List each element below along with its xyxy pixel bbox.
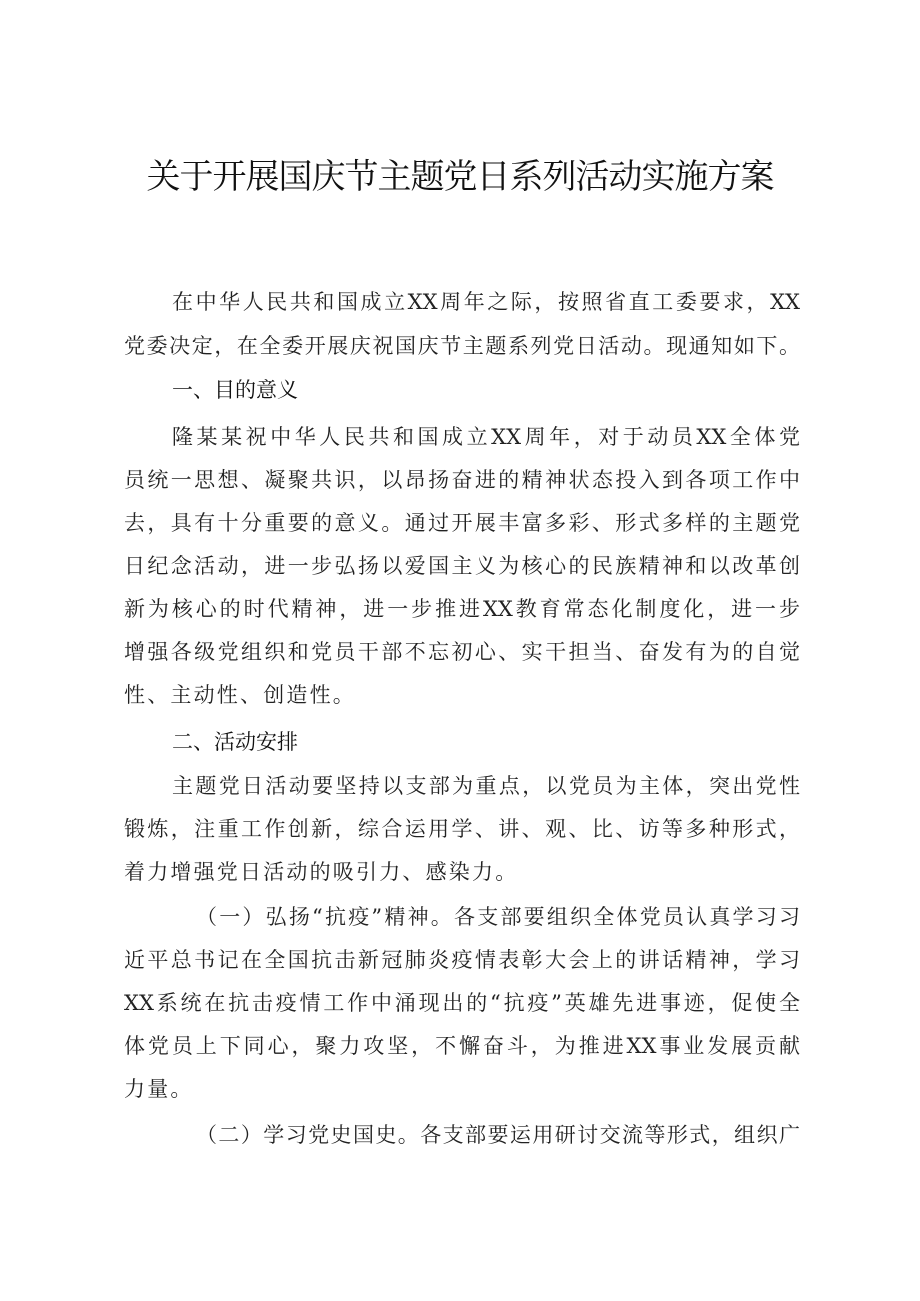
paragraph-line: （二）学习党史国史。各支部要运用研讨交流等形式，组织广 [196, 1123, 800, 1147]
paragraph-line: 性、主动性、创造性。 [124, 683, 356, 707]
paragraph-line: 党委决定，在全委开展庆祝国庆节主题系列党日活动。现通知如下。 [124, 334, 800, 358]
section-heading: 二、活动安排 [172, 730, 298, 754]
paragraph-line: 在中华人民共和国成立XX周年之际，按照省直工委要求，XX [172, 290, 800, 314]
paragraph-line: 去，具有十分重要的意义。通过开展丰富多彩、形式多样的主题党 [124, 511, 800, 535]
paragraph-line: 主题党日活动要坚持以支部为重点，以党员为主体，突出党性 [172, 774, 800, 798]
paragraph-line: 力量。 [124, 1077, 194, 1101]
paragraph-line: 锻炼，注重工作创新，综合运用学、讲、观、比、访等多种形式， [124, 817, 800, 841]
paragraph-line: 员统一思想、凝聚共识，以昂扬奋进的精神状态投入到各项工作中 [124, 468, 800, 492]
paragraph-line: 体党员上下同心，聚力攻坚，不懈奋斗，为推进XX事业发展贡献 [124, 1034, 800, 1058]
paragraph-line: 新为核心的时代精神，进一步推进XX教育常态化制度化，进一步 [124, 597, 800, 621]
paragraph-line: XX系统在抗击疫情工作中涌现出的“抗疫”英雄先进事迹，促使全 [124, 991, 800, 1015]
paragraph-line: （一）弘扬“抗疫”精神。各支部要组织全体党员认真学习习 [196, 905, 800, 929]
paragraph-line: 着力增强党日活动的吸引力、感染力。 [124, 860, 519, 884]
document-title: 关于开展国庆节主题党日系列活动实施方案 [146, 157, 774, 197]
paragraph-line: 日纪念活动，进一步弘扬以爱国主义为核心的民族精神和以改革创 [124, 554, 800, 578]
paragraph-line: 隆某某祝中华人民共和国成立XX周年，对于动员XX全体党 [172, 425, 800, 449]
paragraph-line: 近平总书记在全国抗击新冠肺炎疫情表彰大会上的讲话精神，学习 [124, 948, 800, 972]
paragraph-line: 增强各级党组织和党员干部不忘初心、实干担当、奋发有为的自觉 [124, 640, 800, 664]
section-heading: 一、目的意义 [172, 378, 298, 402]
